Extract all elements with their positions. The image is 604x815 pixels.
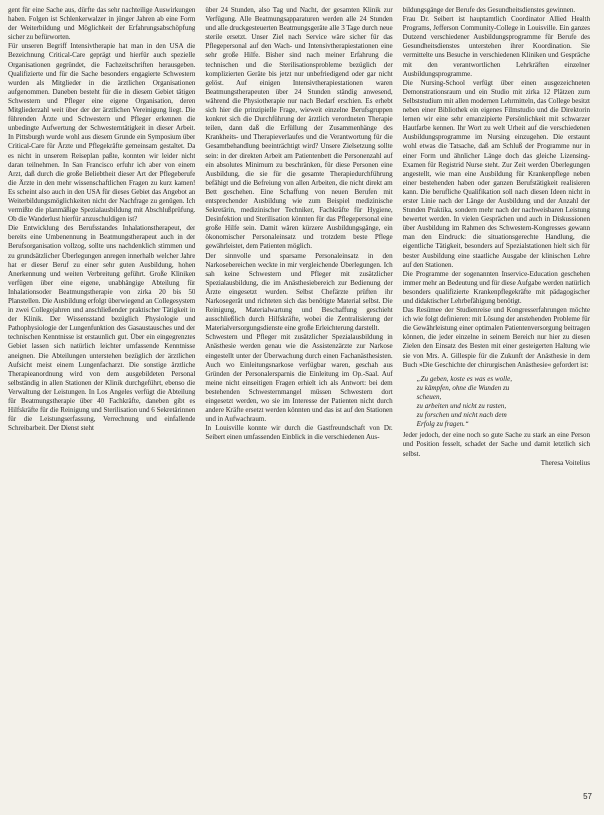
poem-line: „Zu geben, koste es was es wolle, — [416, 374, 513, 383]
paragraph: über 24 Stunden, also Tag und Nacht, der gesamten Klinik zur Verfügung. Alle Beatmungsapparaturen werden alle 24 Stunden und alle druckgesteuerten Beatmungsgeräte alle 3 Tage durch neue sterile ersetzt. Unser Ziel nach Service wäre sicher für das Pflegepersonal auf den Wach- und Intensivtherapiestationen eine sehr große Hilfe. Bisher sind nach meiner Erfahrung die technischen und die Sterilisationsprobleme bezüglich der komplizierten Geräte bis jetzt nur unbefriedigend oder gar nicht gelöst. Auf einigen Intensivtherapiestationen waren Beatmungstherapeuten über 24 Stunden ständig anwesend, während die Physiotherapie nur nach Bedarf erschien. Es erhebt sich hier die prinzipielle Frage, wieweit einzelne Berufsgruppen konkret sich die Durchführung der ärztlich verordneten Therapie teilen, dann daß die Erfüllung der Zusammenhänge des Krankheits- und Therapieverlaufes und die Verantwortung für die Gesamtbehandlung beeinträchtigt wird? Unsere Zielsetzung sollte sein: in der direkten Arbeit am Patientenbett die Personenzahl auf ein absolutes Minimum zu beschränken, für diese Personen eine Ausbildung, die sie für die gesamte Therapiedurchführung befähigt und die Befreiung von allen Arbeiten, die nicht direkt am Bett geschehen. Eine Schaffung von neuen Berufen mit entsprechender Ausbildung wie zum Beispiel medizinische Sekretärin, medizinischer Techniker, Fachkräfte für Hygiene, Desinfektion und Sterilisation könnten für das Pflegepersonal eine große Hilfe sein. Damit wären kürzere Ausbildungsgänge, ein ökonomischer Personaleinsatz und trotzdem beste Pflege gewährleistet, dem Patienten möglich. — [205, 6, 393, 251]
closing-paragraph: Jeder jedoch, der eine noch so gute Sache zu stark an eine Person und Position fesselt, schadet der Sache und damit letztlich sich selbst. — [402, 431, 590, 458]
paragraph: Schwestern und Pfleger mit zusätzlicher Spezialausbildung in Anästhesie werden genau wie die Assistenzärzte zur Narkose eingestellt unter der Überwachung durch einen Fachanästhesisten. Auch wo Einleitungsnarkose verfügbar waren, geschah aus Gründen der Personalersparnis die Einleitung im Op.-Saal. Auf meine nicht einseitigen Fragen erhielt ich als Antwort: bei dem bestehenden Schwesternmangel müssen Schwestern dort eingesetzt werden, wo sie im Interesse der Patienten nicht durch andere Kräfte ersetzt werden könnten und das ist auf den Stationen und in Aufwachraum. — [205, 333, 393, 424]
poem-line: zu forschen und nicht nach dem — [416, 411, 507, 420]
poem-line: zu arbeiten und nicht zu rasten, — [416, 402, 507, 411]
paragraph: gent für eine Sache aus, dürfte das sehr nachteilige Auswirkungen haben. Folgen ist Schlenkerwalzer in jünger Jahren ab eine Form der Weiterbildung und Möglichkeit der Erfahrungsabschöpfung sicher zu befürworten. — [8, 6, 196, 42]
paragraph: Die Entwicklung des Berufsstandes Inhalationstherapeut, der bereits eine Umbenennung in Beatmungstherapeut auch in der Berufsorganisation vollzog, sollte uns nachdenklich stimmen und zu grundsätzlicher Überlegungen anregen innerhalb welcher Jahre hat er dieser Beruf zu einer sehr guten Ausbildung, hohen Anerkennung und weiten Verbreitung geführt. Große Kliniken verfügen über eine eigene, unabhängige Abteilung für Inhalationsoder Beatmungstherapie von zirka 20 bis 50 Planstellen. Die Ausbildung erfolgt überwiegend an Collegesystem in zwei Collegejahren und anschließender praktischer Tätigkeit in der Klinik. Der Wissensstand bezüglich Physiologie und Pathophysiologie der Lungenfunktion des Gasaustausches und der technischen Kenntnisse ist erstaunlich gut. Über ein eingegrenztes Gebiet lassen sich natürlich leichter umfassende Kenntnisse aneignen. Die Abteilungen unterstehen bezüglich der ärztlichen Aufsicht meist einem Lungenfacharzt. Die sonstige ärztliche Therapieanordnung wird von dem ausgebildeten Personal selbständig in allen Stationen der Klinik durchgeführt, ebenso die Verwaltung der Leistungen. In Los Angeles verfügt die Abteilung für Beatmungstherapie über 40 Fachkräfte, daneben gibt es Hilfskräfte für die Reinigung und Sterilisation und 6 Sekretärinnen für die Leistungserfassung, Verrechnung und einfallende Schreibarbeit. Der Dienst steht — [8, 224, 196, 433]
poem-line: scheuen, — [416, 392, 442, 401]
paragraph: Das Resümee der Studienreise und Kongresserfahrungen möchte ich wie folgt definieren: mit Lösung der anstehenden Probleme für die Gewährleistung einer optimalen Patientenversorgung beitragen können, die jeder einzelne in seinem Bereich nur hier zu diesen Zielen den Einsatz des Besten mit einer gesteigerten Haltung wie sie von Mrs. A. Gillespie für die Zukunft der Anästhesie in dem Buch »Die Geschichte der chirurgischen Anästhesie« gefordert ist: — [402, 306, 590, 369]
quoted-poem — [417, 375, 590, 430]
poem-line: Erfolg zu fragen.“ — [416, 420, 469, 429]
paragraph: Die Programme der sogenannten Inservice-Education geschehen immer mehr an Bedeutung und für diese Aufgabe werden natürlich besonders qualifizierte Krankenpflegekräfte mit pädagogischer und didaktischer Lehrbefähigung benötigt. — [402, 269, 590, 305]
author-signature: Theresa Voitelius — [540, 458, 590, 467]
paragraph: bildungsgänge der Berufe des Gesundheitsdienstes gewinnen. — [402, 6, 576, 14]
paragraph: In Louisville konnte wir durch die Gastfreundschaft von Dr. Seibert einen umfassenden Einblick in die verschiedenen Aus- — [205, 424, 393, 442]
text-columns — [8, 6, 590, 796]
paragraph: Der sinnvolle und sparsame Personaleinsatz in den Narkosebereichen weckte in mir vergleichende Überlegungen. Ich sah keine Schwestern und Pfleger mit zusätzlicher Spezialausbildung, die im Anästhesiebereich zur Bedienung der Ärzte eingesetzt wurden. Selbst Chefärzte prüften ihr Narkosegerät und richteten sich das benötigte Material selbst. Die Reinigung, Materialwartung und Beschaffung geschieht ausschließlich durch Hilfskräfte, wobei die Zentralisierung der Materialversorgungsdienste eine große Erleichterung darstellt. — [205, 251, 393, 333]
paragraph: Die Nursing-School verfügt über einen ausgezeichneten Demonstrationsraum und ein Studio mit zirka 12 Plätzen zum Selbststudium mit allen modernen Lehrmitteln, das College besitzt neben einer Bibliothek ein eigenes Filmstudio und die Direktorin lernen wir eine sehr emanzipierte Persönlichkeit mit schwarzer Hautfarbe kennen. Ihr Wort zu welt Urheit auf die verschiedenen Ausbildungsprogramme im Nursing einzugehen. Die erstaunt wohl etwas die Tatsache, daß am Schluß der Programme nur in einer Form und ähnlicher Länge doch das gleiche Lizensing-Examen für Registrid Nurse steht. Zur Zeit werden Überlegungen angestellt, wie man eine Ausbildung für Krankenpflege neben einer bestehenden haben oder ganzen Berufstätigkeit realisieren kann. Die berufliche Qualifikation soll nach diesen Ideen nicht in erster Linie nach der Länge der Ausbildung und der Anzahl der Stunden Praktika, sondern mehr nach der nachweisbaren Leistung bewertet werden. In vielen Gesprächen und auch in Diskussionen über Ausbildung im Rahmen des Schwestern-Kongresses gewann man den Eindruck: die situationsgerechte Handlung, die eigentliche Tätigkeit, besonders auf Spezialstationen hielt sich für bester Ausbildung eine staatliche Ausgabe der klinischen Lehre auf den Stationen. — [402, 78, 590, 269]
page-number: 57 — [583, 792, 592, 801]
column-1 — [8, 6, 195, 796]
paragraph: Für unseren Begriff Intensivtherapie hat man in den USA die Bezeichnung Critical-Care geprägt und hierfür auch spezielle Organisationen gegründet, die Fachzeitschriften herausgeben. Qualifizierte und für die Sache besonders engagierte Schwestern wurden als Mitglieder in die ärztlichen Organisationen aufgenommen. Daneben besteht für die in diesem Gebiet tätigen Schwestern und Pfleger eine eigene Organisation, deren Mitgliederzahl weit über der der ärztlichen Vereinigung liegt. Die führenden Ärzte und Schwestern und Pfleger erkennen die unbedingte Aufwertung der Schwesterntätigkeit in dieser Arbeit. In Pittsburgh wurde wohl aus diesem Grunde ein Symposium über Critical-Care für Ärzte und Pflegekräfte gemeinsam gestaltet. Da es nicht in unserem Reiseplan paßte, konnten wir leider nicht daran teilnehmen. In San Francisco erfuhr ich aber von einem Arzt, daß durch die große Beliebtheit dieser Art der Pflegeberufe die Ärzte in den mehr wissenschaftlichen Fragen zu kurz kamen! Es scheint also auch in den USA für dieses Gebiet das Angebot an Weiterbildungsmöglichkeiten nicht der Nachfrage zu genügen. Ich vermißte die planmäßige Spezialausbildung mit Abschlußprüfung. Ob die Wanderlust hierfür anzuschuldigen ist? — [8, 42, 196, 224]
column-3 — [403, 6, 590, 796]
poem-line: zu kämpfen, ohne die Wunden zu — [416, 383, 510, 392]
paragraph: Frau Dr. Seibert ist hauptamtlich Coordinator Allied Health Programs, Jefferson Community-College in Louisville. Ein ganzes Dutzend verschiedener Ausbildungsprogramme für Berufe des Gesundheitsdienstes unterstehen ihrer Koordination. Sie vermittelte uns Besuche in verschiedenen Kliniken und Gespräche mit den verantwortlichen Lehrkräften einzelner Ausbildungsprogramme. — [402, 15, 590, 78]
column-2 — [205, 6, 392, 796]
